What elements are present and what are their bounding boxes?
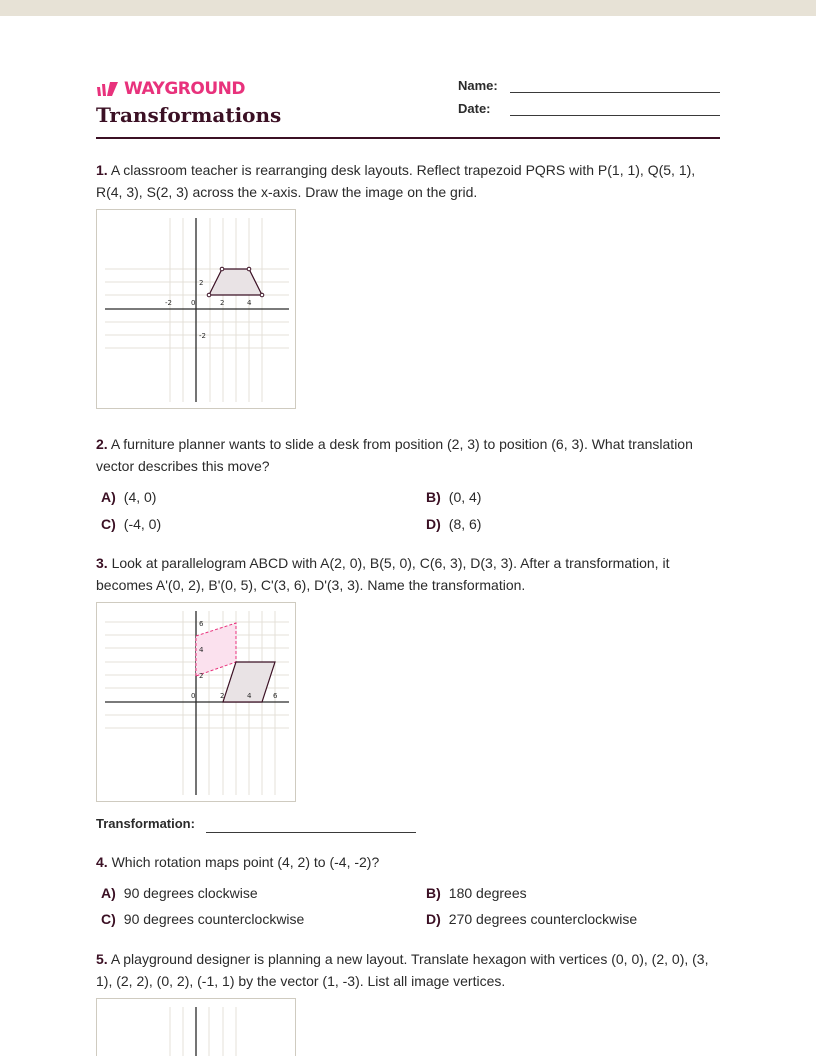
y-tick-label: 2 bbox=[199, 672, 204, 680]
y-tick-label: 4 bbox=[199, 646, 204, 654]
option-text: 90 degrees counterclockwise bbox=[123, 911, 305, 927]
q2-option-c[interactable] bbox=[101, 516, 161, 532]
point-s bbox=[220, 267, 224, 271]
question-1 bbox=[96, 159, 720, 203]
brand-name: WAYGROUND bbox=[124, 79, 245, 99]
name-label: Name: bbox=[458, 78, 498, 93]
option-text: (-4, 0) bbox=[123, 516, 162, 532]
name-field bbox=[458, 78, 720, 93]
q4-option-a[interactable] bbox=[101, 885, 258, 901]
option-letter: C) bbox=[101, 911, 116, 927]
x-tick-label: 6 bbox=[273, 692, 278, 700]
y-tick-label: 2 bbox=[199, 279, 204, 287]
q3-grid[interactable] bbox=[96, 602, 296, 802]
question-5 bbox=[96, 948, 720, 992]
date-line[interactable] bbox=[510, 103, 720, 116]
question-number: 5. bbox=[96, 951, 108, 967]
name-line[interactable] bbox=[510, 80, 720, 93]
question-3 bbox=[96, 552, 720, 596]
option-letter: A) bbox=[101, 489, 116, 505]
question-2 bbox=[96, 433, 720, 477]
option-text: 90 degrees clockwise bbox=[123, 885, 258, 901]
option-text: 270 degrees counterclockwise bbox=[448, 911, 638, 927]
point-r bbox=[247, 267, 251, 271]
q4-option-d[interactable] bbox=[426, 911, 637, 927]
top-band bbox=[0, 0, 816, 16]
x-tick-label: 4 bbox=[247, 299, 252, 307]
q1-coordinate-grid bbox=[97, 210, 295, 408]
date-label: Date: bbox=[458, 101, 491, 116]
question-text: Which rotation maps point (4, 2) to (-4, -2)? bbox=[111, 854, 380, 870]
option-letter: D) bbox=[426, 911, 441, 927]
q3-coordinate-grid bbox=[97, 603, 295, 801]
x-tick-label: 2 bbox=[220, 692, 225, 700]
option-letter: B) bbox=[426, 885, 441, 901]
point-p bbox=[207, 293, 211, 297]
option-letter: D) bbox=[426, 516, 441, 532]
q4-option-b[interactable] bbox=[426, 885, 527, 901]
question-number: 2. bbox=[96, 436, 108, 452]
y-tick-label: -2 bbox=[199, 332, 206, 340]
question-text: Look at parallelogram ABCD with A(2, 0), B(5, 0), C(6, 3), D(3, 3). After a transformation, it becomes A'(0, 2), B'(0, 5), C'(3, 6), D'(3, 3). Name the transformation. bbox=[96, 555, 670, 593]
option-letter: A) bbox=[101, 885, 116, 901]
x-tick-label: 0 bbox=[191, 299, 196, 307]
header-divider bbox=[96, 137, 720, 139]
page-title: Transformations bbox=[96, 103, 282, 127]
option-letter: C) bbox=[101, 516, 116, 532]
question-number: 4. bbox=[96, 854, 108, 870]
q2-option-b[interactable] bbox=[426, 489, 481, 505]
question-number: 1. bbox=[96, 162, 108, 178]
option-text: (4, 0) bbox=[123, 489, 157, 505]
question-number: 3. bbox=[96, 555, 108, 571]
x-tick-label: 2 bbox=[220, 299, 225, 307]
date-field bbox=[458, 101, 720, 116]
q4-option-c[interactable] bbox=[101, 911, 304, 927]
brand-logo-icon bbox=[96, 81, 120, 97]
option-letter: B) bbox=[426, 489, 441, 505]
question-text: A playground designer is planning a new layout. Translate hexagon with vertices (0, 0), (2, 0), (3, 1), (2, 2), (0, 2), (-1, 1) by the vector (1, -3). List all image vertices. bbox=[96, 951, 709, 989]
x-tick-label: 0 bbox=[191, 692, 196, 700]
transformation-label: Transformation: bbox=[96, 816, 195, 831]
question-text: A classroom teacher is rearranging desk layouts. Reflect trapezoid PQRS with P(1, 1), Q(5, 1), R(4, 3), S(2, 3) across the x-axis. Draw the image on the grid. bbox=[96, 162, 696, 200]
trapezoid-pqrs bbox=[209, 269, 262, 295]
transformation-answer-line[interactable] bbox=[206, 832, 416, 833]
option-text: (0, 4) bbox=[448, 489, 482, 505]
question-4 bbox=[96, 851, 720, 873]
x-tick-label: 4 bbox=[247, 692, 252, 700]
q2-option-d[interactable] bbox=[426, 516, 481, 532]
point-q bbox=[260, 293, 264, 297]
q5-grid[interactable] bbox=[96, 998, 296, 1056]
x-tick-label: -2 bbox=[165, 299, 172, 307]
brand-logo bbox=[96, 79, 245, 99]
y-tick-label: 6 bbox=[199, 620, 204, 628]
q5-coordinate-grid bbox=[97, 999, 295, 1056]
option-text: 180 degrees bbox=[448, 885, 527, 901]
q1-grid[interactable] bbox=[96, 209, 296, 409]
question-text: A furniture planner wants to slide a desk from position (2, 3) to position (6, 3). What translation vector describes this move? bbox=[96, 436, 693, 474]
option-text: (8, 6) bbox=[448, 516, 482, 532]
q2-option-a[interactable] bbox=[101, 489, 156, 505]
